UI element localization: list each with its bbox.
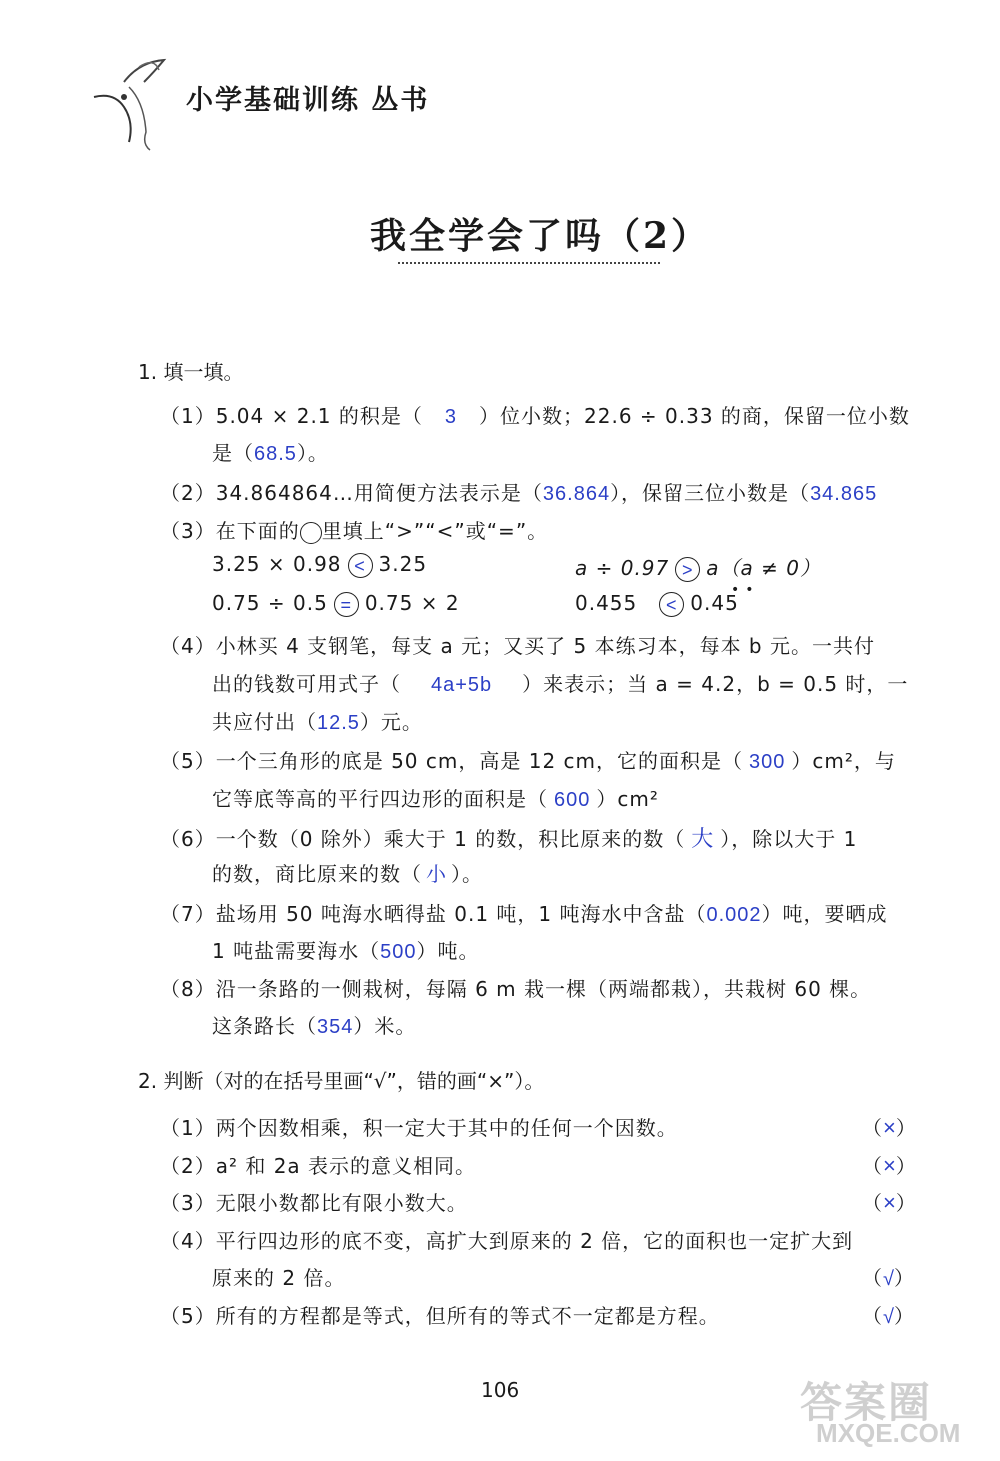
q6-text-a: （6）一个数（0 除外）乘大于 1 的数，积比原来的数（ bbox=[160, 827, 686, 851]
q7-text-a: （7）盐场用 50 吨海水晒得盐 0.1 吨，1 吨海水中含盐（ bbox=[160, 902, 707, 926]
judge-mark: × bbox=[883, 1153, 896, 1178]
q2-line bbox=[160, 477, 877, 506]
q8-answer-1: 354 bbox=[317, 1016, 354, 1038]
page-title: 我全学会了吗（2） bbox=[370, 215, 711, 257]
q7-text-d: ）吨。 bbox=[416, 939, 480, 963]
paren-open: （ bbox=[862, 1154, 883, 1178]
q2-text-a: （2）34.864864…用简便方法表示是（ bbox=[160, 481, 543, 505]
q6-line-1 bbox=[160, 822, 857, 853]
q3-row-1-right bbox=[575, 552, 821, 582]
q5-text-b: ）cm²，与 bbox=[791, 749, 896, 773]
q3-text-a: （3）在下面的 bbox=[160, 519, 300, 543]
watermark-url: MXQE.COM bbox=[816, 1418, 961, 1448]
section-2-heading: 2. 判断（对的在括号里画“√”，错的画“×”）。 bbox=[138, 1069, 545, 1093]
q3-text-b: 里填上“>”“<”或“=”。 bbox=[321, 519, 549, 543]
q4-answer-1: 4a+5b bbox=[431, 674, 493, 696]
compare-circle: = bbox=[334, 592, 359, 617]
judge-answer-5 bbox=[862, 1300, 932, 1329]
q6-answer-2: 小 bbox=[426, 864, 447, 886]
paren-open: （ bbox=[862, 1191, 883, 1215]
q4-text-c: ）来表示；当 a = 4.2，b = 0.5 时，一 bbox=[522, 672, 909, 696]
q3-expr: 3.25 bbox=[378, 552, 428, 576]
judge-mark: √ bbox=[883, 1268, 894, 1290]
judge-item-2: （2）a² 和 2a 表示的意义相同。 bbox=[160, 1154, 477, 1178]
judge-item-5: （5）所有的方程都是等式，但所有的等式不一定都是方程。 bbox=[160, 1304, 720, 1328]
q7-text-b: ）吨，要晒成 bbox=[761, 902, 888, 926]
paren-open: （ bbox=[862, 1266, 883, 1290]
q4-line-2 bbox=[212, 668, 908, 697]
q5-line-2 bbox=[212, 783, 659, 812]
judge-item-1: （1）两个因数相乘，积一定大于其中的任何一个因数。 bbox=[160, 1116, 678, 1140]
q8-line-1: （8）沿一条路的一侧栽树，每隔 6 m 栽一棵（两端都栽），共栽树 60 棵。 bbox=[160, 977, 872, 1001]
q1-text-a: （1）5.04 × 2.1 的积是（ bbox=[160, 404, 423, 428]
compare-circle: < bbox=[348, 553, 373, 578]
q4-answer-2: 12.5 bbox=[317, 712, 360, 734]
q5-text-c: 它等底等高的平行四边形的面积是（ bbox=[212, 787, 548, 811]
q5-text-d: ）cm² bbox=[596, 787, 659, 811]
q3-line bbox=[160, 515, 548, 544]
q3-expr: 0.45 bbox=[690, 591, 739, 615]
q5-line-1 bbox=[160, 745, 896, 774]
q3-expr: a ÷ 0.97 bbox=[575, 556, 670, 580]
q7-answer-2: 500 bbox=[380, 941, 417, 963]
judge-item-4-cont: 原来的 2 倍。 bbox=[212, 1266, 346, 1290]
page-number: 106 bbox=[481, 1378, 520, 1402]
paren-close: ） bbox=[895, 1191, 917, 1215]
compare-circle: < bbox=[659, 592, 684, 617]
paren-close: ） bbox=[893, 1304, 915, 1328]
fairy-logo-icon bbox=[84, 52, 184, 152]
compare-circle: > bbox=[675, 557, 700, 582]
judge-item-4: （4）平行四边形的底不变，高扩大到原来的 2 倍，它的面积也一定扩大到 bbox=[160, 1229, 854, 1253]
q2-answer-2: 34.865 bbox=[810, 483, 878, 505]
q1-text-c: 是（ bbox=[212, 441, 254, 465]
empty-circle-icon bbox=[300, 522, 322, 544]
q7-answer-1: 0.002 bbox=[706, 904, 762, 926]
judge-mark: √ bbox=[883, 1306, 894, 1328]
q2-text-b: ），保留三位小数是（ bbox=[610, 481, 811, 505]
q3-row-2-right bbox=[575, 591, 739, 617]
judge-answer-4 bbox=[862, 1262, 932, 1291]
q6-answer-1: 大 bbox=[691, 826, 715, 851]
q4-line-1: （4）小林买 4 支钢笔，每支 a 元；又买了 5 本练习本，每本 b 元。一共付 bbox=[160, 634, 875, 658]
q2-answer-1: 36.864 bbox=[542, 483, 611, 505]
q5-answer-2: 600 bbox=[554, 789, 591, 811]
q4-text-b: 出的钱数可用式子（ bbox=[212, 672, 401, 696]
q6-text-d: ）。 bbox=[451, 862, 483, 886]
q7-line-2 bbox=[212, 935, 479, 964]
q7-text-c: 1 吨盐需要海水（ bbox=[212, 939, 381, 963]
paren-close: ） bbox=[895, 1116, 917, 1140]
section-1-heading: 1. 填一填。 bbox=[138, 360, 244, 384]
q6-line-2 bbox=[212, 858, 483, 887]
q1-line-2 bbox=[212, 437, 329, 466]
judge-mark: × bbox=[883, 1115, 896, 1140]
q3-expr: 0.455 bbox=[575, 591, 638, 615]
q1-text-d: ）。 bbox=[296, 441, 329, 465]
judge-answer-2 bbox=[862, 1150, 932, 1179]
q1-answer-1: 3 bbox=[444, 406, 458, 428]
paren-close: ） bbox=[895, 1154, 917, 1178]
q4-text-d: 共应付出（ bbox=[212, 710, 317, 734]
paren-open: （ bbox=[862, 1304, 883, 1328]
q3-row-1-left bbox=[212, 552, 427, 578]
q4-line-3 bbox=[212, 706, 423, 735]
q8-text-c: ）米。 bbox=[353, 1014, 417, 1038]
q5-text-a: （5）一个三角形的底是 50 cm，高是 12 cm，它的面积是（ bbox=[160, 749, 744, 773]
judge-mark: × bbox=[883, 1190, 896, 1215]
title-divider bbox=[398, 262, 660, 264]
paren-close: ） bbox=[893, 1266, 915, 1290]
q3-expr: 3.25 × 0.98 bbox=[212, 552, 342, 576]
q1-text-b: ）位小数；22.6 ÷ 0.33 的商，保留一位小数 bbox=[479, 404, 910, 428]
judge-answer-3 bbox=[862, 1187, 932, 1216]
repeat-dots: •• bbox=[731, 582, 760, 598]
q3-expr: 0.75 ÷ 0.5 bbox=[212, 591, 328, 615]
q1-line-1 bbox=[160, 400, 910, 429]
watermark-logo-icon: 答案圈 bbox=[800, 1379, 933, 1426]
q1-answer-2: 68.5 bbox=[254, 443, 297, 465]
q3-row-2-left bbox=[212, 591, 460, 617]
q7-line-1 bbox=[160, 898, 888, 927]
q8-line-2 bbox=[212, 1010, 416, 1039]
paren-open: （ bbox=[862, 1116, 883, 1140]
q3-expr: a（a ≠ 0） bbox=[706, 556, 821, 580]
q5-answer-1: 300 bbox=[749, 751, 786, 773]
judge-answer-1 bbox=[862, 1112, 932, 1141]
judge-item-3: （3）无限小数都比有限小数大。 bbox=[160, 1191, 468, 1215]
q6-text-c: 的数，商比原来的数（ bbox=[212, 862, 422, 886]
q8-text-b: 这条路长（ bbox=[212, 1014, 317, 1038]
q3-expr: 0.75 × 2 bbox=[364, 591, 460, 615]
q6-text-b: ），除以大于 1 bbox=[720, 827, 858, 851]
q4-text-e: ）元。 bbox=[359, 710, 423, 734]
series-title: 小学基础训练 丛书 bbox=[186, 85, 430, 116]
